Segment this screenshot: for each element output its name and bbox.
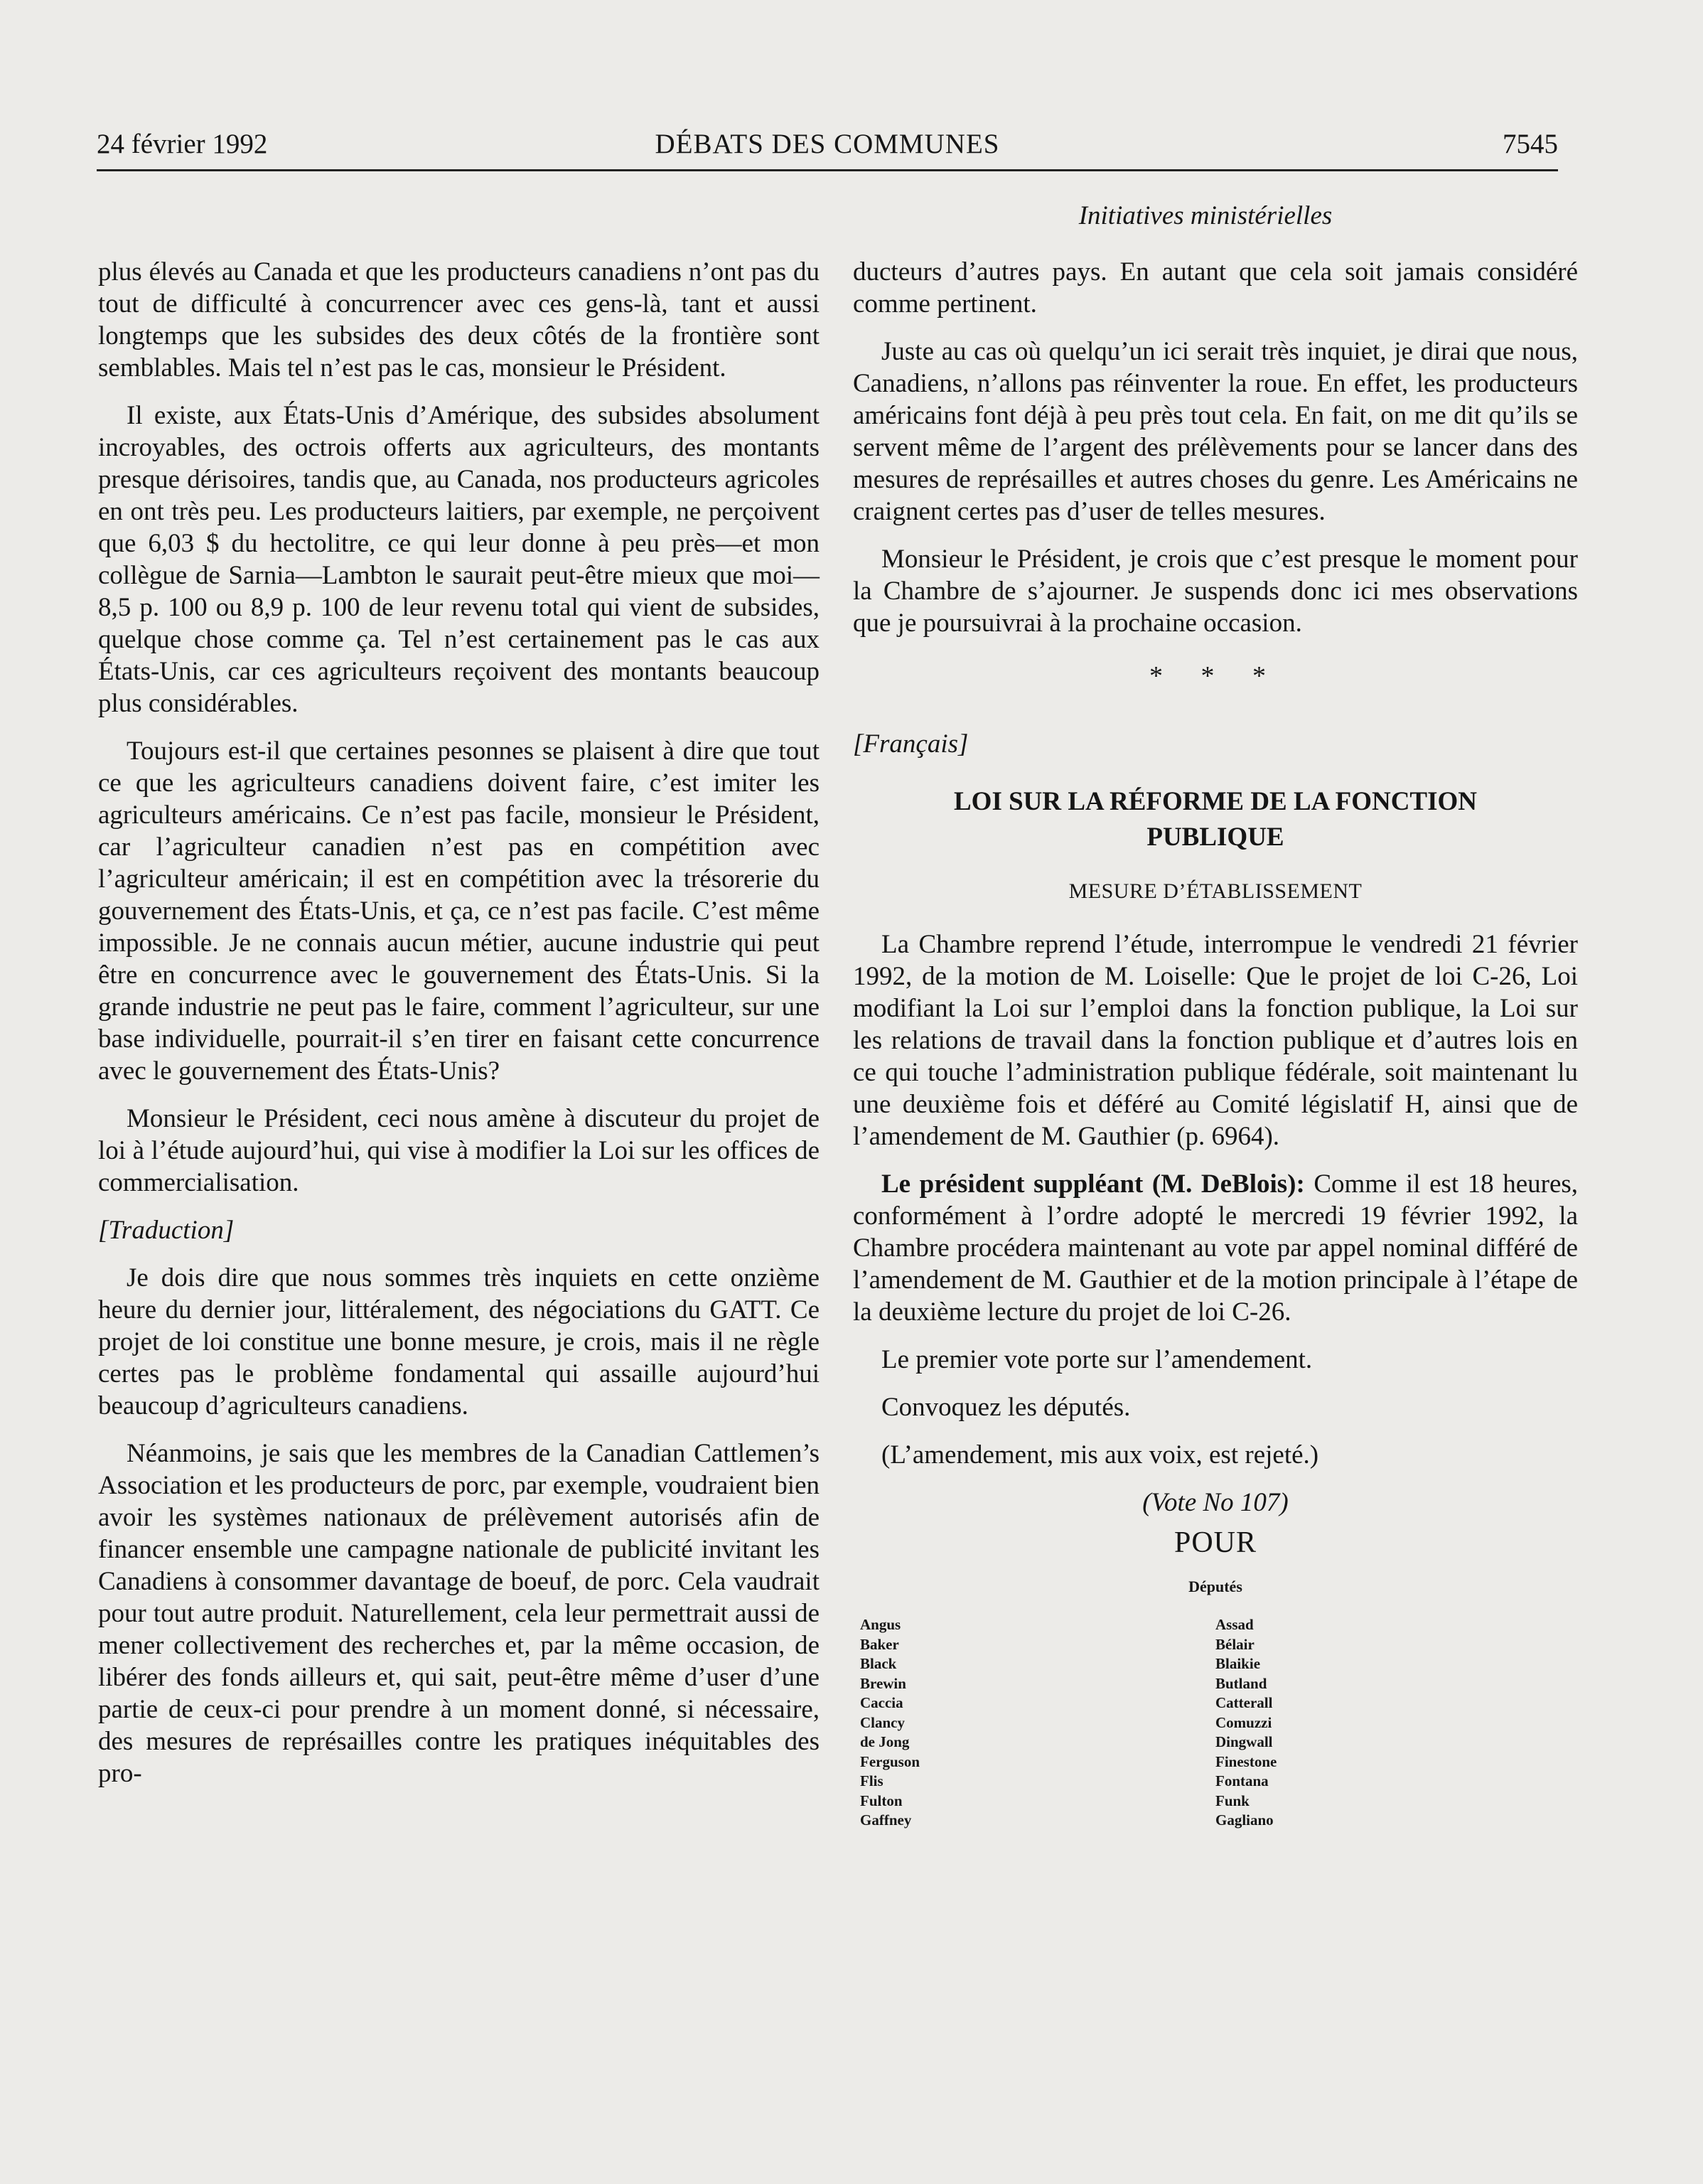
- speaker-paragraph: [853, 1168, 1578, 1328]
- paragraph: Juste au cas où quelqu’un ici serait très inquiet, je dirai que nous, Canadiens, n’allons pas réinventer la roue. En effet, les producteurs américains font déjà à peu près tout cela. En fait, on me dit qu’ils se servent même de l’argent des prélèvements pour se lancer dans des mesures de représailles et autres choses du genre. Les Américains ne craignent certes pas d’user de telles mesures.: [853, 337, 1578, 526]
- section-header: Initiatives ministérielles: [1078, 201, 1333, 230]
- paragraph: La Chambre reprend l’étude, interrompue le vendredi 21 février 1992, de la motion de M. Loiselle: Que le projet de loi C-26, Loi modifiant la Loi sur l’emploi dans la fonction publique, la Loi sur les relations de travail dans la fonction publique et d’autres lois en ce qui touche l’administration publique fédérale, soit maintenant lu une deuxième fois et déféré au Comité législatif H, ainsi que de l’amendement de M. Gauthier (p. 6964).: [853, 930, 1578, 1151]
- member-name: Bélair: [1215, 1635, 1255, 1653]
- paragraph: plus élevés au Canada et que les producteurs canadiens n’ont pas du tout de difficulté à concurrencer avec ces gens-là, tant et aussi longtemps que les subsides des deux côtés de la frontière sont semblables. Mais tel n’est pas le cas, monsieur le Président.: [98, 257, 820, 382]
- member-name: Assad: [1215, 1616, 1254, 1633]
- bill-title-line2: PUBLIQUE: [1146, 823, 1284, 852]
- member-name: Blaikie: [1215, 1655, 1261, 1672]
- bill-title-line1: LOI SUR LA RÉFORME DE LA FONCTION: [954, 787, 1477, 816]
- paragraph: Je dois dire que nous sommes très inquiets en cette onzième heure du dernier jour, littéralement, des négociations du GATT. Ce projet de loi constitue une bonne mesure, je crois, mais il ne règle certes pas le problème fondamental qui assaille aujourd’hui beaucoup d’agriculteurs canadiens.: [98, 1263, 820, 1420]
- paragraph: Convoquez les députés.: [881, 1393, 1131, 1422]
- member-name: Funk: [1215, 1792, 1250, 1809]
- vote-pour-heading: POUR: [1173, 1526, 1257, 1559]
- member-name: Finestone: [1215, 1752, 1277, 1770]
- deputes-heading: Députés: [1188, 1578, 1242, 1595]
- header-title: DÉBATS DES COMMUNES: [655, 129, 1000, 159]
- paragraph: (L’amendement, mis aux voix, est rejeté.): [881, 1440, 1319, 1470]
- paragraph: Il existe, aux États-Unis d’Amérique, des subsides absolument incroyables, des octrois offerts aux agriculteurs, des montants presque dérisoires, tandis que, au Canada, nos producteurs agricoles en ont très peu. Les producteurs laitiers, par exemple, ne perçoivent que 6,03 $ du hectolitre, ce qui leur donne à peu près—et mon collègue de Sarnia—Lambton le saurait peut-être mieux que moi—8,5 p. 100 ou 8,9 p. 100 de leur revenu total qui vient de subsides, quelque chose comme ça. Tel n’est certainement pas le cas aux États-Unis, car ces agriculteurs reçoivent des montants beaucoup plus considérables.: [98, 401, 820, 718]
- member-name: Fulton: [860, 1792, 903, 1809]
- member-name: de Jong: [860, 1733, 910, 1750]
- vote-number: (Vote No 107): [1142, 1488, 1289, 1517]
- member-name: Gagliano: [1215, 1811, 1274, 1829]
- bill-subtitle: MESURE D’ÉTABLISSEMENT: [1068, 879, 1363, 903]
- member-name: Baker: [860, 1635, 899, 1653]
- member-name: Clancy: [860, 1713, 905, 1731]
- member-list-left: [860, 1615, 920, 1831]
- member-name: Catterall: [1215, 1694, 1273, 1711]
- paragraph: ducteurs d’autres pays. En autant que cela soit jamais considéré comme pertinent.: [853, 257, 1578, 318]
- paragraph: Le premier vote porte sur l’amendement.: [881, 1345, 1313, 1374]
- member-name: Ferguson: [860, 1752, 920, 1770]
- paragraph: Néanmoins, je sais que les membres de la Canadian Cattlemen’s Association et les producteurs de porc, par exemple, voudraient bien avoir les systèmes nationaux de prélèvement autorisés afin de financer ensemble une campagne nationale de publicité invitant les Canadiens à consommer davantage de boeuf, de porc. Cela vaudrait pour tout autre produit. Naturellement, cela leur permettrait aussi de mener collectivement des recherches et, par la même occasion, de libérer des fonds ailleurs et, qui sait, peut-être même d’user d’une partie de ceux-ci pour prendre à un moment donné, si nécessaire, des mesures de représailles contre les pratiques inéquitables des pro-: [98, 1439, 820, 1788]
- bill-title: [853, 784, 1578, 855]
- member-name: Black: [860, 1655, 897, 1672]
- header-rule: [97, 169, 1558, 171]
- paragraph: Monsieur le Président, ceci nous amène à discuteur du projet de loi à l’étude aujourd’hui, qui vise à modifier la Loi sur les offices de commercialisation.: [98, 1104, 820, 1197]
- traduction-tag: [Traduction]: [98, 1216, 235, 1245]
- member-name: Gaffney: [860, 1811, 912, 1829]
- francais-tag: [Français]: [853, 729, 969, 759]
- member-list: [853, 1615, 1578, 1843]
- running-header: [97, 128, 1558, 159]
- member-name: Angus: [860, 1616, 901, 1633]
- member-name: Fontana: [1215, 1772, 1269, 1789]
- paragraph: Toujours est-il que certaines pesonnes se plaisent à dire que tout ce que les agriculteurs canadiens doivent faire, c’est imiter les agriculteurs américains. Ce n’est pas facile, monsieur le Président, car l’agriculteur canadien n’est pas en compétition avec l’agriculteur américain; il est en compétition avec la trésorerie du gouvernement des États-Unis, et ça, ce n’est pas facile. C’est même impossible. Je ne connais aucun métier, aucune industrie qui peut être en concurrence avec le gouvernement des États-Unis. Si la grande industrie ne peut pas le faire, comment l’agriculteur, sur une base individuelle, pourrait-il s’en tirer en faisant cette concurrence avec le gouvernement des États-Unis?: [98, 737, 820, 1086]
- left-column: [98, 256, 820, 1805]
- section-separator: * * *: [1149, 661, 1282, 691]
- speaker-text: Comme il est 18 heures, conformément à l’ordre adopté le mercredi 19 février 1992, la Chambre procédera maintenant au vote par appel nominal différé de l’amendement de M. Gauthier et de la motion principale à l’étape de la deuxième lecture du projet de loi C-26.: [853, 1169, 1579, 1327]
- member-list-right: [1215, 1615, 1277, 1831]
- member-name: Brewin: [860, 1674, 906, 1692]
- speaker-name: Le président suppléant (M. DeBlois):: [881, 1169, 1305, 1199]
- member-name: Caccia: [860, 1694, 903, 1711]
- member-name: Comuzzi: [1215, 1713, 1272, 1731]
- paragraph: Monsieur le Président, je crois que c’est presque le moment pour la Chambre de s’ajourner. Je suspends donc ici mes observations que je poursuivrai à la prochaine occasion.: [853, 545, 1578, 638]
- member-name: Dingwall: [1215, 1733, 1273, 1750]
- page-number: 7545: [1503, 129, 1558, 159]
- member-name: Butland: [1215, 1674, 1267, 1692]
- header-date: 24 février 1992: [97, 129, 268, 159]
- member-name: Flis: [860, 1772, 883, 1789]
- right-column: [853, 256, 1578, 1843]
